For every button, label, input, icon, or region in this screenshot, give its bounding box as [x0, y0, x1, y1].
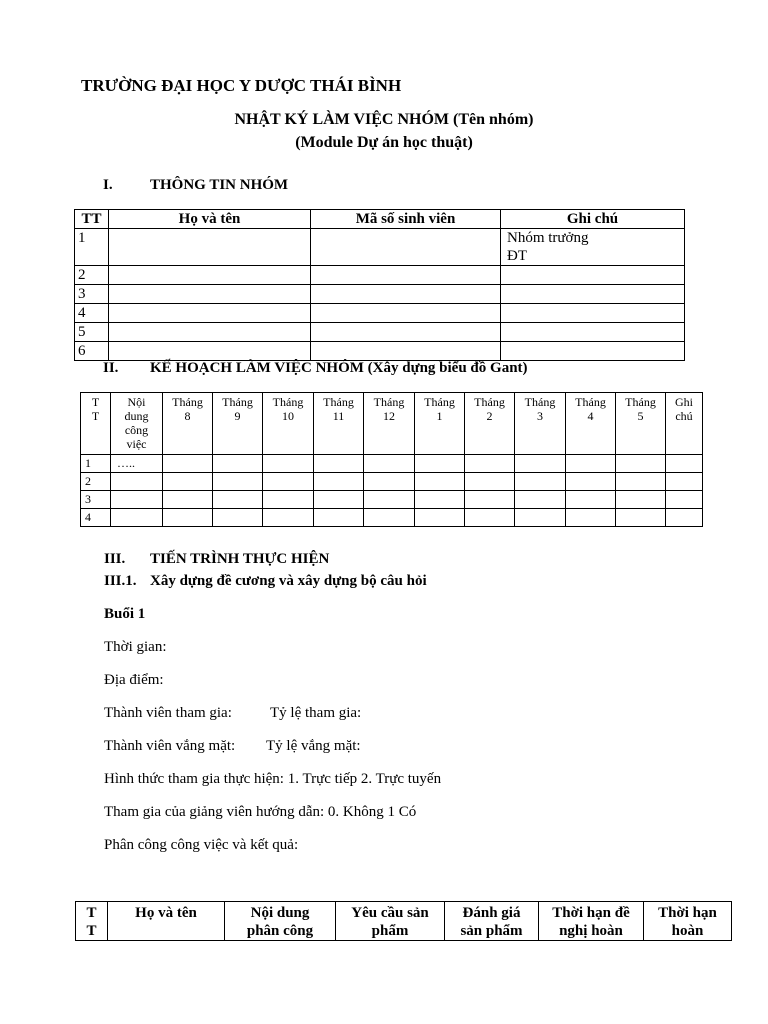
- month-cell[interactable]: [415, 473, 465, 491]
- task-cell[interactable]: [111, 509, 163, 527]
- header-student-id: Mã số sinh viên: [311, 210, 501, 229]
- month-cell[interactable]: [314, 509, 364, 527]
- school-name: TRƯỜNG ĐẠI HỌC Y DƯỢC THÁI BÌNH: [81, 76, 402, 95]
- month-cell[interactable]: [616, 491, 666, 509]
- section2-title: [150, 360, 528, 377]
- month-cell[interactable]: [263, 455, 314, 473]
- gantt-header-month-12: Tháng 12: [364, 393, 415, 455]
- note-cell[interactable]: [501, 323, 685, 342]
- row-number: 3: [81, 491, 111, 509]
- section3-number: III.: [104, 551, 126, 567]
- gantt-header-month-8: Tháng 8: [163, 393, 213, 455]
- assignment-header-deadline: Thời hạn hoàn: [644, 902, 732, 941]
- task-cell[interactable]: [111, 473, 163, 491]
- table-row: [75, 285, 685, 304]
- gantt-header-month-4: Tháng 4: [566, 393, 616, 455]
- participation-mode-label: Hình thức tham gia thực hiện: 1. Trực tiếp 2. Trực tuyến: [104, 771, 442, 787]
- note-cell[interactable]: [501, 285, 685, 304]
- name-cell[interactable]: [109, 285, 311, 304]
- gantt-header-month-3: Tháng 3: [515, 393, 566, 455]
- assignment-header-content: Nội dung phân công: [225, 902, 336, 941]
- month-cell[interactable]: [314, 455, 364, 473]
- row-number: 4: [81, 509, 111, 527]
- student-id-cell[interactable]: [311, 304, 501, 323]
- title-main: NHẬT KÝ LÀM VIỆC NHÓM: [234, 111, 450, 128]
- month-cell[interactable]: [213, 491, 263, 509]
- month-cell[interactable]: [515, 473, 566, 491]
- row-number: 5: [75, 323, 109, 342]
- month-cell[interactable]: [364, 491, 415, 509]
- month-cell[interactable]: [515, 491, 566, 509]
- present-members-label: Thành viên tham gia:: [104, 705, 232, 721]
- name-cell[interactable]: [109, 229, 311, 266]
- row-number: 1: [75, 229, 109, 266]
- month-cell[interactable]: [465, 491, 515, 509]
- gantt-row: [81, 509, 703, 527]
- gantt-row: [81, 473, 703, 491]
- table-row: [75, 323, 685, 342]
- month-cell[interactable]: [364, 473, 415, 491]
- student-id-cell[interactable]: [311, 342, 501, 361]
- assignment-header-row: [76, 902, 732, 941]
- gantt-header-task: Nội dung công việc: [111, 393, 163, 455]
- document-subtitle: (Module Dự án học thuật): [295, 134, 473, 151]
- subsection-title: Xây dựng đề cương và xây dựng bộ câu hỏi: [150, 573, 427, 589]
- month-cell[interactable]: [163, 473, 213, 491]
- present-rate-label: Tỷ lệ tham gia:: [270, 705, 362, 721]
- note-cell[interactable]: [666, 455, 703, 473]
- month-cell[interactable]: [415, 455, 465, 473]
- month-cell[interactable]: [213, 455, 263, 473]
- note-cell[interactable]: [501, 342, 685, 361]
- month-cell[interactable]: [465, 473, 515, 491]
- month-cell[interactable]: [163, 509, 213, 527]
- instructor-participation-label: Tham gia của giảng viên hướng dẫn: 0. Không 1 Có: [104, 804, 417, 820]
- name-cell[interactable]: [109, 304, 311, 323]
- row-number: 4: [75, 304, 109, 323]
- row-number: 3: [75, 285, 109, 304]
- group-info-table: [74, 209, 685, 361]
- assignment-header-requirement: Yêu cầu sản phẩm: [336, 902, 445, 941]
- month-cell[interactable]: [163, 491, 213, 509]
- section2-title-main: KẾ HOẠCH LÀM VIỆC NHÓM: [150, 360, 364, 376]
- month-cell[interactable]: [263, 509, 314, 527]
- gantt-header-tt: T T: [81, 393, 111, 455]
- table-row: [75, 342, 685, 361]
- place-label: Địa điểm:: [104, 672, 164, 688]
- month-cell[interactable]: [515, 509, 566, 527]
- name-cell[interactable]: [109, 266, 311, 285]
- note-cell[interactable]: [501, 266, 685, 285]
- month-cell[interactable]: [465, 509, 515, 527]
- student-id-cell[interactable]: [311, 323, 501, 342]
- section1-title: THÔNG TIN NHÓM: [150, 177, 289, 193]
- month-cell[interactable]: [566, 509, 616, 527]
- session-title: Buổi 1: [104, 606, 146, 622]
- table-row: [75, 304, 685, 323]
- assignment-header-name: Họ và tên: [108, 902, 225, 941]
- gantt-row: [81, 455, 703, 473]
- month-cell[interactable]: [616, 473, 666, 491]
- subsection-number: III.1.: [104, 573, 137, 589]
- header-name: Họ và tên: [109, 210, 311, 229]
- month-cell[interactable]: [263, 473, 314, 491]
- student-id-cell[interactable]: [311, 285, 501, 304]
- row-number: 1: [81, 455, 111, 473]
- section3-title: TIẾN TRÌNH THỰC HIỆN: [150, 551, 330, 567]
- month-cell[interactable]: [314, 473, 364, 491]
- task-cell[interactable]: …..: [111, 455, 163, 473]
- table-header-row: [75, 210, 685, 229]
- month-cell[interactable]: [263, 491, 314, 509]
- month-cell[interactable]: [566, 455, 616, 473]
- month-cell[interactable]: [213, 473, 263, 491]
- note-leader: Nhóm trưởng: [507, 230, 589, 246]
- month-cell[interactable]: [465, 455, 515, 473]
- note-cell[interactable]: [501, 229, 685, 266]
- table-row: [75, 229, 685, 266]
- gantt-header-note: Ghi chú: [666, 393, 703, 455]
- note-phone: ĐT: [507, 248, 527, 264]
- gantt-header-row: [81, 393, 703, 455]
- title-suffix: (Tên nhóm): [453, 111, 534, 128]
- month-cell[interactable]: [163, 455, 213, 473]
- month-cell[interactable]: [515, 455, 566, 473]
- table-row: [75, 266, 685, 285]
- document-title: [0, 111, 768, 129]
- month-cell[interactable]: [415, 509, 465, 527]
- row-number: 2: [81, 473, 111, 491]
- assignment-table: [75, 901, 732, 941]
- month-cell[interactable]: [213, 509, 263, 527]
- section2-title-suffix: (Xây dựng biểu đồ Gant): [367, 360, 528, 376]
- assignment-label: Phân công công việc và kết quả:: [104, 837, 299, 853]
- gantt-header-month-11: Tháng 11: [314, 393, 364, 455]
- name-cell[interactable]: [109, 342, 311, 361]
- gantt-plan-table: [80, 392, 703, 527]
- assignment-header-tt: T T: [76, 902, 108, 941]
- assignment-header-proposed-deadline: Thời hạn đề nghị hoàn: [539, 902, 644, 941]
- absent-rate-label: Tỷ lệ vắng mặt:: [266, 738, 361, 754]
- header-note: Ghi chú: [501, 210, 685, 229]
- assignment-header-evaluation: Đánh giá sản phẩm: [445, 902, 539, 941]
- time-label: Thời gian:: [104, 639, 167, 655]
- student-id-cell[interactable]: [311, 229, 501, 266]
- note-cell[interactable]: [666, 509, 703, 527]
- month-cell[interactable]: [364, 509, 415, 527]
- gantt-header-month-10: Tháng 10: [263, 393, 314, 455]
- name-cell[interactable]: [109, 323, 311, 342]
- gantt-header-month-5: Tháng 5: [616, 393, 666, 455]
- row-number: 2: [75, 266, 109, 285]
- section2-number: II.: [103, 360, 119, 376]
- absent-members-label: Thành viên vắng mặt:: [104, 738, 236, 754]
- student-id-cell[interactable]: [311, 266, 501, 285]
- month-cell[interactable]: [616, 455, 666, 473]
- month-cell[interactable]: [364, 455, 415, 473]
- gantt-row: [81, 491, 703, 509]
- month-cell[interactable]: [415, 491, 465, 509]
- note-cell[interactable]: [666, 491, 703, 509]
- note-cell[interactable]: [501, 304, 685, 323]
- month-cell[interactable]: [566, 473, 616, 491]
- month-cell[interactable]: [314, 491, 364, 509]
- gantt-header-month-9: Tháng 9: [213, 393, 263, 455]
- note-cell[interactable]: [666, 473, 703, 491]
- header-tt: TT: [75, 210, 109, 229]
- task-cell[interactable]: [111, 491, 163, 509]
- row-number: 6: [75, 342, 109, 361]
- section1-number: I.: [103, 177, 113, 193]
- month-cell[interactable]: [616, 509, 666, 527]
- gantt-header-month-1: Tháng 1: [415, 393, 465, 455]
- month-cell[interactable]: [566, 491, 616, 509]
- gantt-header-month-2: Tháng 2: [465, 393, 515, 455]
